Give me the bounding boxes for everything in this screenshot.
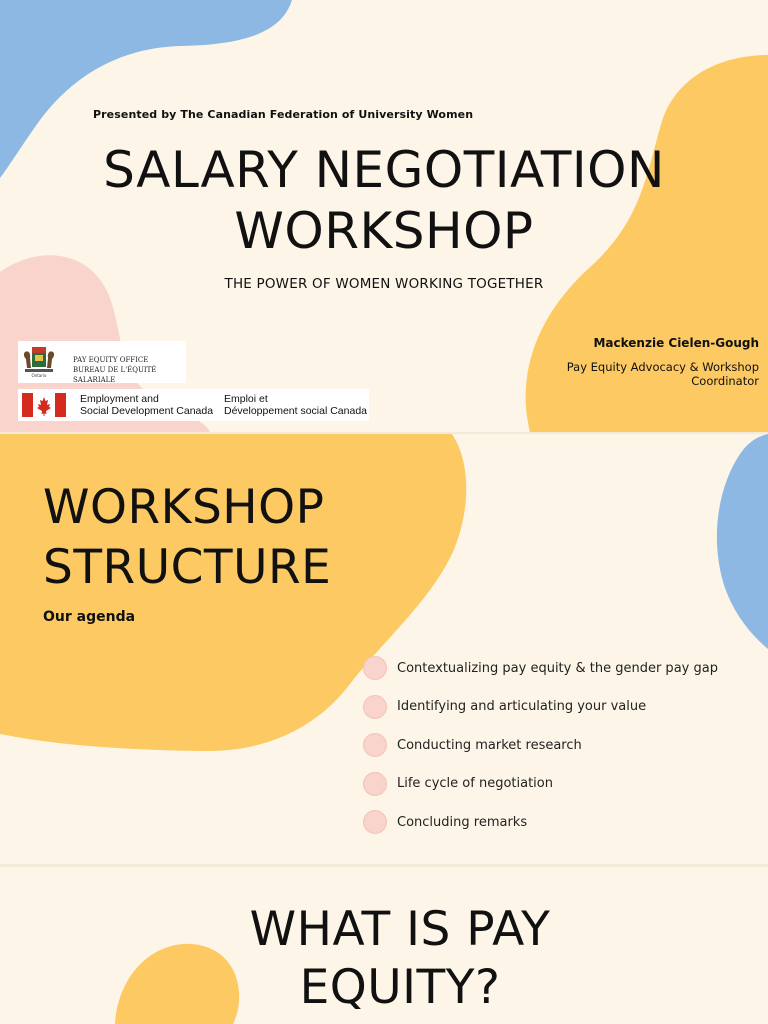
- svg-text:Ontario: Ontario: [31, 373, 47, 378]
- presenter-role: Pay Equity Advocacy & Workshop Coordinator: [566, 360, 759, 388]
- title-line-2: EQUITY?: [299, 960, 501, 1015]
- pay-equity-line1: PAY EQUITY OFFICE: [73, 356, 149, 364]
- esdc-logo: [18, 389, 369, 421]
- agenda-slide: [0, 434, 768, 864]
- esdc-fr-line2: Développement social Canada: [224, 405, 368, 417]
- esdc-en-line2: Social Development Canada: [80, 405, 214, 417]
- esdc-en-line1: Employment and: [80, 393, 159, 405]
- agenda-item-label: Life cycle of negotiation: [397, 776, 553, 792]
- agenda-item-label: Contextualizing pay equity & the gender pay gap: [397, 660, 718, 676]
- agenda-item: [363, 688, 718, 727]
- title-line-1: SALARY NEGOTIATION: [103, 141, 665, 199]
- circle-bullet-icon: [363, 695, 387, 719]
- title-line-1: WHAT IS PAY: [249, 902, 551, 957]
- circle-bullet-icon: [363, 733, 387, 757]
- circle-bullet-icon: [363, 772, 387, 796]
- tagline: THE POWER OF WOMEN WORKING TOGETHER: [224, 276, 544, 292]
- slide-title: [0, 901, 768, 1017]
- canada-flag-icon: [22, 393, 66, 417]
- circle-bullet-icon: [363, 656, 387, 680]
- agenda-item: [363, 726, 718, 765]
- circle-bullet-icon: [363, 810, 387, 834]
- title-slide: [0, 0, 768, 432]
- presented-by: Presented by The Canadian Federation of University Women: [93, 108, 474, 121]
- presenter-name: Mackenzie Cielen-Gough: [593, 336, 759, 350]
- agenda-item: [363, 765, 718, 804]
- agenda-item: [363, 649, 718, 688]
- pay-equity-slide: [0, 867, 768, 1024]
- section-title-line-1: WORKSHOP: [43, 480, 325, 535]
- blue-blob-right: [715, 434, 768, 649]
- agenda-item-label: Concluding remarks: [397, 814, 528, 830]
- slide-title: [0, 140, 768, 262]
- title-line-2: WORKSHOP: [234, 202, 534, 260]
- section-title: [43, 478, 331, 598]
- pay-equity-office-logo: [18, 341, 186, 383]
- agenda-item-label: Conducting market research: [397, 737, 582, 753]
- pay-equity-line2: BUREAU DE L'ÉQUITÉ SALARIALE: [73, 366, 157, 384]
- section-subtitle: Our agenda: [43, 609, 136, 625]
- agenda-list: [363, 649, 718, 842]
- agenda-item-label: Identifying and articulating your value: [397, 699, 647, 715]
- section-title-line-2: STRUCTURE: [43, 540, 332, 595]
- esdc-fr-line1: Emploi et: [224, 393, 268, 405]
- ontario-crest-icon: [21, 344, 57, 378]
- agenda-item: [363, 803, 718, 842]
